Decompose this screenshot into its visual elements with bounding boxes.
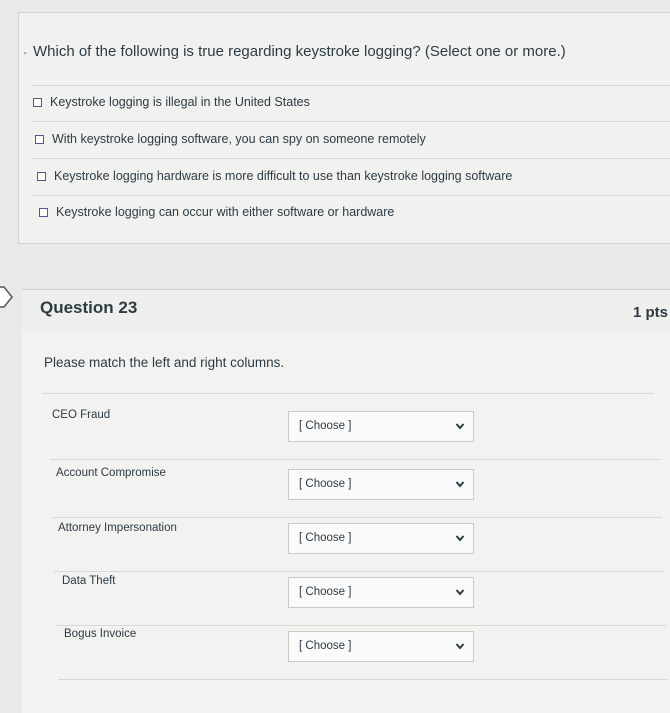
checkbox[interactable] (37, 172, 46, 181)
match-label-ceo-fraud: CEO Fraud (52, 409, 111, 421)
divider (52, 517, 662, 518)
answer-option-3[interactable]: Keystroke logging hardware is more difficult to use than keystroke logging software (37, 169, 512, 183)
match-label-attorney-impersonation: Attorney Impersonation (58, 522, 177, 534)
divider (31, 85, 670, 86)
divider (54, 571, 664, 572)
question-points: 1 pts (632, 304, 668, 321)
match-select-bogus-invoice[interactable]: [ Choose ] (288, 631, 474, 662)
chevron-down-icon (455, 587, 465, 597)
divider (31, 121, 670, 122)
checkbox[interactable] (35, 135, 44, 144)
chevron-down-icon (455, 641, 465, 651)
divider (56, 625, 666, 626)
divider (58, 679, 668, 680)
chevron-down-icon (455, 533, 465, 543)
question-instruction: Please match the left and right columns. (44, 355, 285, 370)
match-select-ceo-fraud[interactable]: [ Choose ] (288, 411, 474, 442)
divider (31, 195, 670, 196)
answer-option-1[interactable]: Keystroke logging is illegal in the United States (33, 95, 310, 109)
chevron-down-icon (455, 479, 465, 489)
divider (31, 158, 670, 159)
question-23-header (22, 289, 670, 334)
match-label-data-theft: Data Theft (62, 575, 116, 587)
divider (50, 459, 660, 460)
question-23-body (22, 333, 670, 713)
question-flag-icon[interactable] (0, 284, 14, 310)
answer-option-4[interactable]: Keystroke logging can occur with either software or hardware (39, 205, 394, 219)
checkbox[interactable] (33, 98, 42, 107)
match-select-data-theft[interactable]: [ Choose ] (288, 577, 474, 608)
question-title: Question 23 (40, 298, 138, 317)
divider (42, 393, 654, 394)
match-select-account-compromise[interactable]: [ Choose ] (288, 469, 474, 500)
answer-option-2[interactable]: With keystroke logging software, you can spy on someone remotely (35, 132, 426, 146)
question-22-text: . Which of the following is true regarding keystroke logging? (Select one or more.) (23, 41, 566, 60)
match-label-bogus-invoice: Bogus Invoice (64, 628, 137, 640)
match-select-attorney-impersonation[interactable]: [ Choose ] (288, 523, 474, 554)
checkbox[interactable] (39, 208, 48, 217)
question-22-card (18, 12, 670, 244)
match-label-account-compromise: Account Compromise (56, 467, 166, 479)
chevron-down-icon (455, 421, 465, 431)
